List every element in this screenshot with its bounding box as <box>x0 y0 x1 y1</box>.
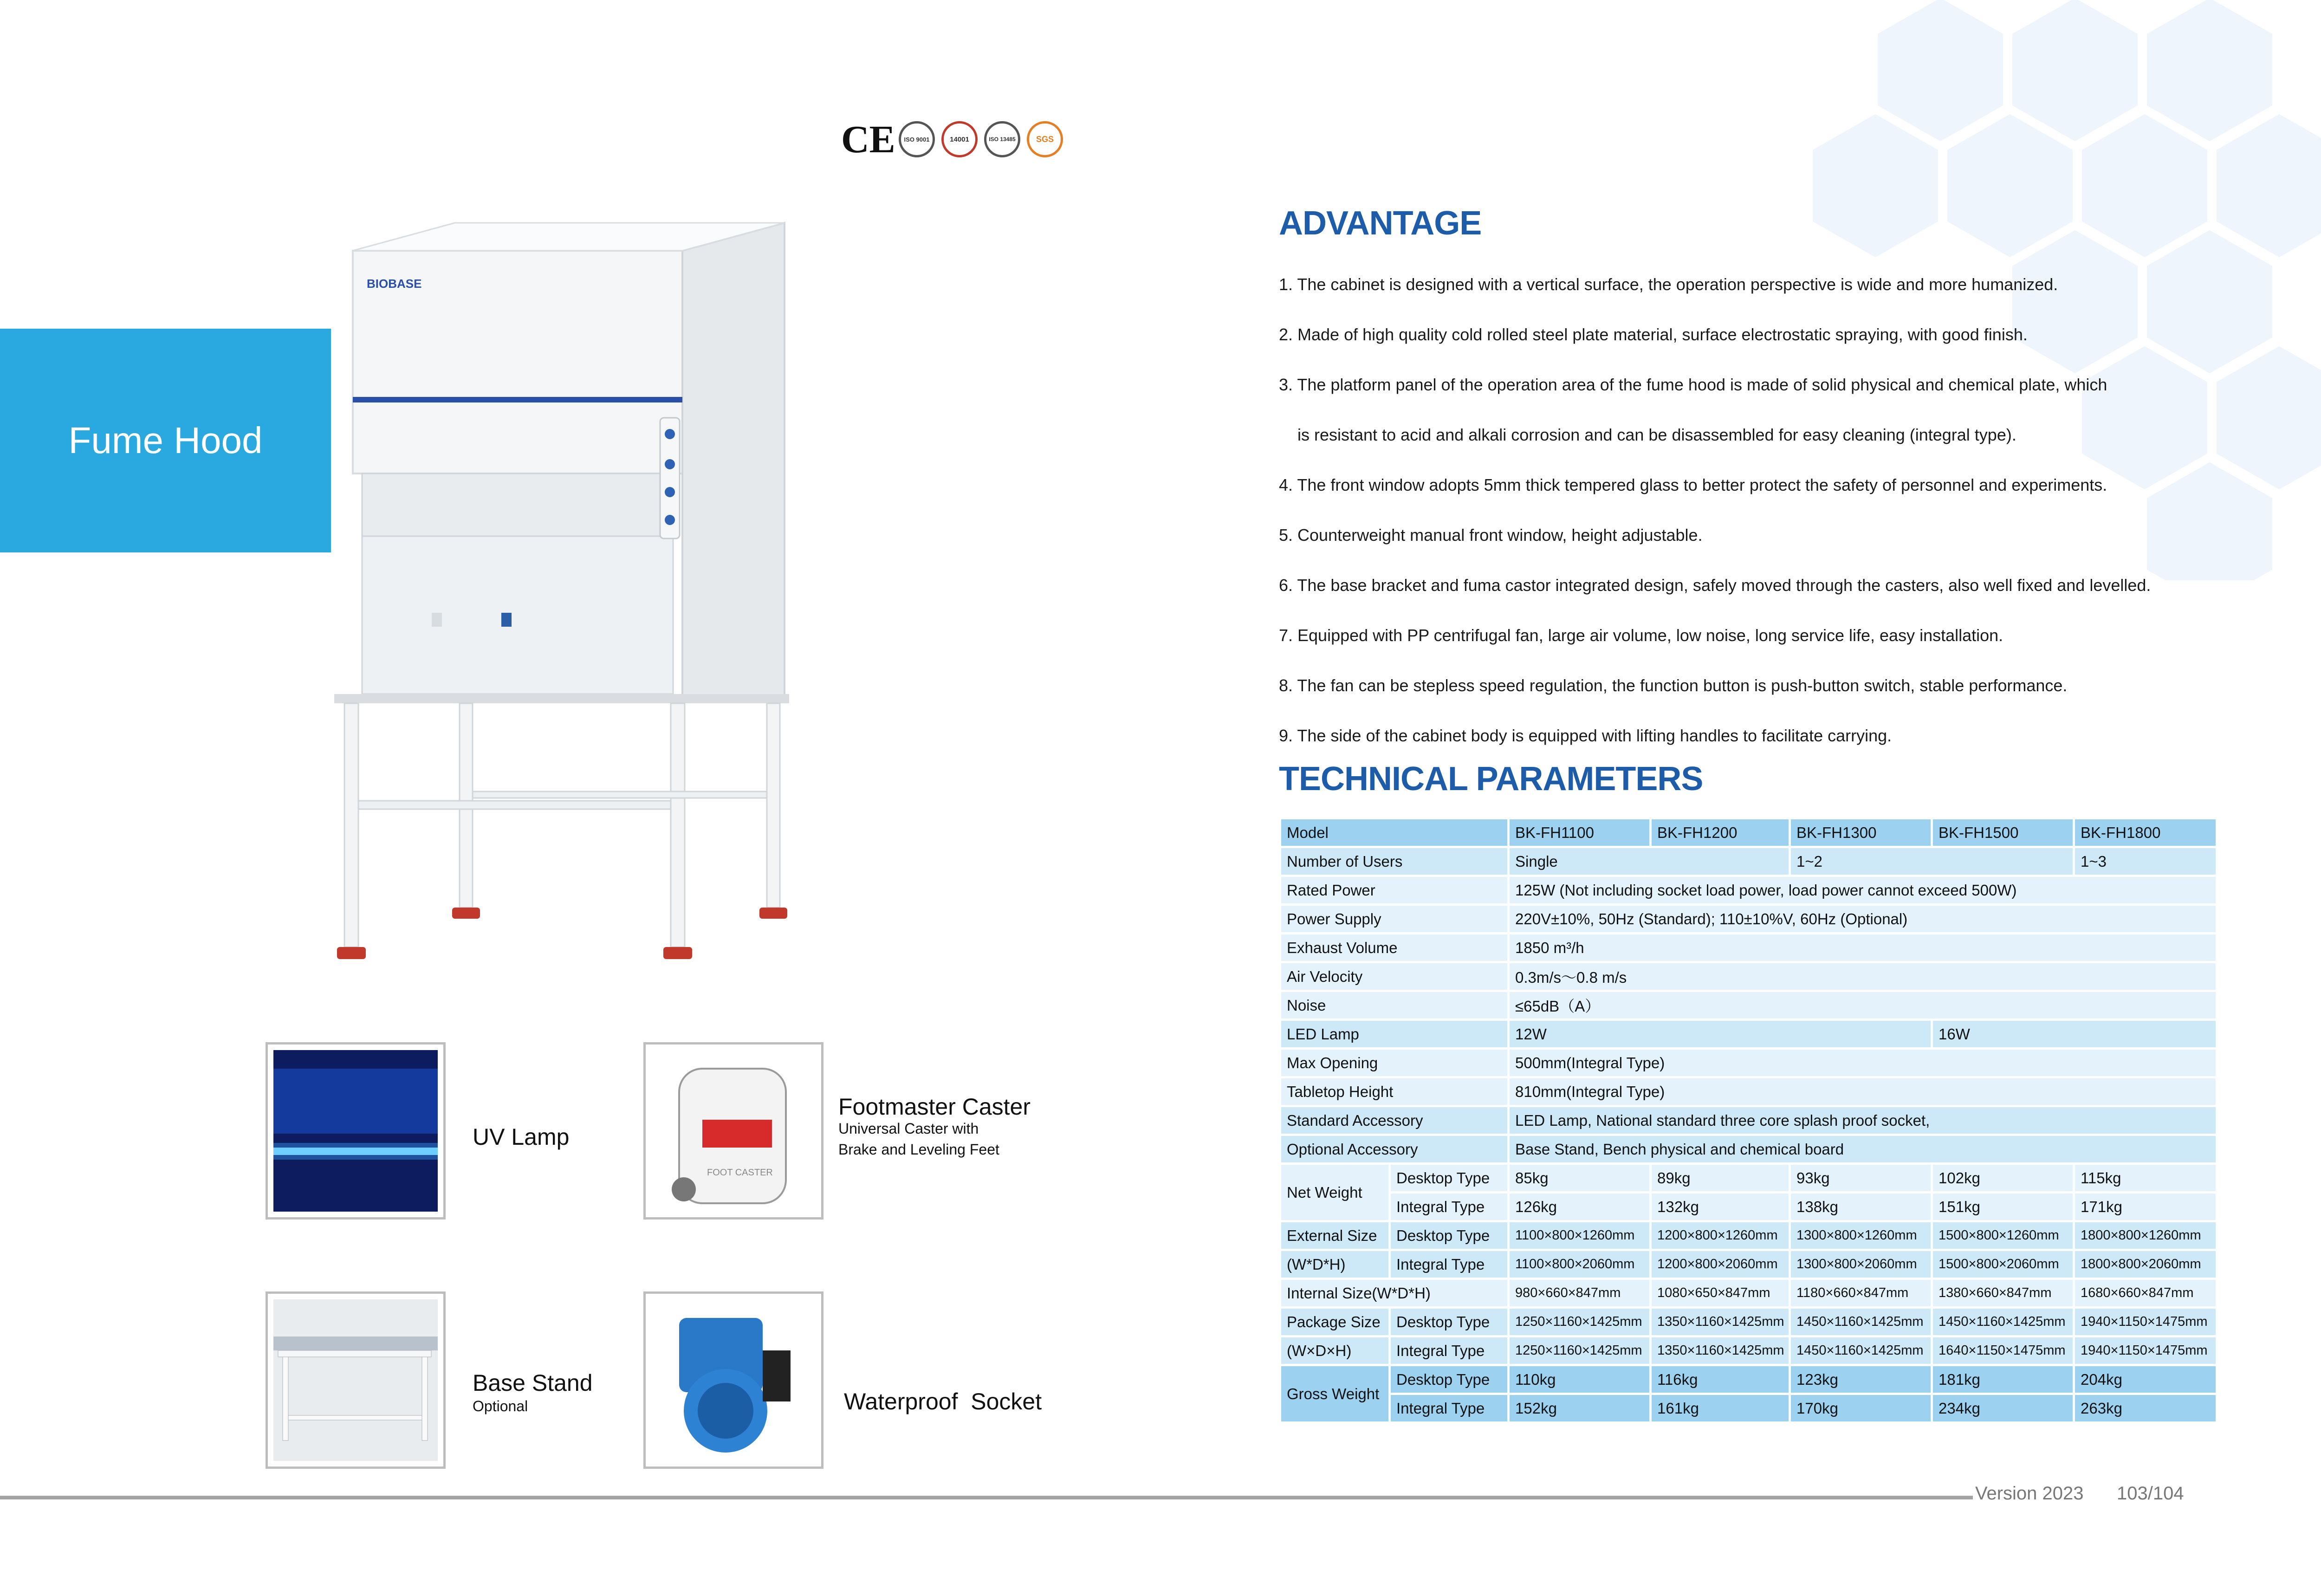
table-cell: Max Opening <box>1280 1049 1509 1077</box>
table-cell: Integral Type <box>1390 1250 1509 1279</box>
iso-9001-icon <box>899 121 935 157</box>
table-cell: 1850 m³/h <box>1509 934 2217 962</box>
table-row <box>1280 1077 2217 1106</box>
table-cell: 1350×1160×1425mm <box>1651 1336 1790 1365</box>
table-cell: 1800×800×1260mm <box>2074 1221 2217 1250</box>
table-cell: LED Lamp, National standard three core splash proof socket, <box>1509 1106 2217 1135</box>
table-row <box>1280 962 2217 991</box>
table-row <box>1280 1193 2217 1221</box>
table-cell: Power Supply <box>1280 905 1509 934</box>
table-cell: 1100×800×1260mm <box>1509 1221 1651 1250</box>
table-cell: Air Velocity <box>1280 962 1509 991</box>
socket-image <box>643 1291 823 1469</box>
iso-13485-icon <box>984 121 1020 157</box>
list-item: 1. The cabinet is designed with a vertical surface, the operation perspective is wide and more humanized. <box>1279 275 2058 294</box>
certification-logos <box>841 117 1064 162</box>
table-cell: 1~2 <box>1790 847 2074 876</box>
table-cell: 1450×1160×1425mm <box>1790 1336 1932 1365</box>
table-cell: 116kg <box>1651 1365 1790 1394</box>
table-row <box>1280 847 2217 876</box>
table-cell: 138kg <box>1790 1193 1932 1221</box>
table-cell: 170kg <box>1790 1394 1932 1423</box>
cert-label: ISO 9001 <box>904 136 930 143</box>
list-item: 3. The platform panel of the operation area of the fume hood is made of solid physical and chemical plate, which <box>1279 375 2107 394</box>
table-cell: 1250×1160×1425mm <box>1509 1308 1651 1336</box>
table-cell: 500mm(Integral Type) <box>1509 1049 2217 1077</box>
table-cell: 110kg <box>1509 1365 1651 1394</box>
table-cell: BK-FH1800 <box>2074 818 2217 847</box>
table-cell: 1940×1150×1475mm <box>2074 1336 2217 1365</box>
table-cell: Tabletop Height <box>1280 1077 1509 1106</box>
caster-image <box>643 1042 823 1220</box>
table-cell: 132kg <box>1651 1193 1790 1221</box>
table-cell: 125W (Not including socket load power, load power cannot exceed 500W) <box>1509 876 2217 905</box>
page-number: 103/104 <box>2117 1483 2184 1504</box>
version-label: Version 2023 <box>1975 1483 2084 1504</box>
table-cell: 12W <box>1509 1020 1932 1049</box>
table-cell: Integral Type <box>1390 1336 1509 1365</box>
uv-lamp-image <box>266 1042 446 1220</box>
table-cell: Optional Accessory <box>1280 1135 1509 1164</box>
table-cell: Internal Size(W*D*H) <box>1280 1279 1509 1308</box>
table-cell: BK-FH1100 <box>1509 818 1651 847</box>
table-cell: 89kg <box>1651 1164 1790 1193</box>
table-row <box>1280 1279 2217 1308</box>
table-cell: 181kg <box>1932 1365 2074 1394</box>
table-cell: 1250×1160×1425mm <box>1509 1336 1651 1365</box>
list-item: 5. Counterweight manual front window, height adjustable. <box>1279 526 1703 545</box>
table-cell: 161kg <box>1651 1394 1790 1423</box>
technical-heading: TECHNICAL PARAMETERS <box>1279 760 1703 798</box>
table-cell: 0.3m/s〜0.8 m/s <box>1509 962 2217 991</box>
table-cell: 115kg <box>2074 1164 2217 1193</box>
table-cell: External Size <box>1280 1221 1390 1250</box>
list-item: 4. The front window adopts 5mm thick tempered glass to better protect the safety of personnel and experiments. <box>1279 475 2107 494</box>
table-row <box>1280 1250 2217 1279</box>
table-row <box>1280 1308 2217 1336</box>
base-stand-image <box>266 1291 446 1469</box>
advantage-list <box>1279 272 2300 773</box>
table-cell: Integral Type <box>1390 1193 1509 1221</box>
table-cell: 1350×1160×1425mm <box>1651 1308 1790 1336</box>
parameters-table <box>1279 817 2218 1424</box>
table-cell: Exhaust Volume <box>1280 934 1509 962</box>
table-cell: 85kg <box>1509 1164 1651 1193</box>
table-cell: Desktop Type <box>1390 1164 1509 1193</box>
table-cell: Number of Users <box>1280 847 1509 876</box>
table-cell: Net Weight <box>1280 1164 1390 1221</box>
table-cell: Standard Accessory <box>1280 1106 1509 1135</box>
table-row <box>1280 934 2217 962</box>
table-row <box>1280 1135 2217 1164</box>
table-row <box>1280 1221 2217 1250</box>
table-cell: BK-FH1300 <box>1790 818 1932 847</box>
fume-hood-product-image <box>320 214 826 993</box>
table-row <box>1280 818 2217 847</box>
table-cell: 126kg <box>1509 1193 1651 1221</box>
table-cell: 102kg <box>1932 1164 2074 1193</box>
table-row <box>1280 1394 2217 1423</box>
table-cell: 1940×1150×1475mm <box>2074 1308 2217 1336</box>
table-cell: 1080×650×847mm <box>1651 1279 1790 1308</box>
table-cell: 93kg <box>1790 1164 1932 1193</box>
list-item: 2. Made of high quality cold rolled steel plate material, surface electrostatic spraying, with good finish. <box>1279 325 2028 344</box>
table-cell: 1500×800×2060mm <box>1932 1250 2074 1279</box>
ce-mark-icon: CE <box>841 117 895 161</box>
table-cell: 1680×660×847mm <box>2074 1279 2217 1308</box>
cert-label: ISO 13485 <box>989 136 1016 143</box>
waterproof-socket-icon <box>651 1299 816 1461</box>
sgs-icon <box>1027 121 1063 157</box>
table-cell: Desktop Type <box>1390 1308 1509 1336</box>
table-row <box>1280 991 2217 1020</box>
table-cell: 152kg <box>1509 1394 1651 1423</box>
caster-icon <box>651 1050 816 1212</box>
title-banner <box>0 329 331 552</box>
table-cell: 1300×800×1260mm <box>1790 1221 1932 1250</box>
table-cell: LED Lamp <box>1280 1020 1509 1049</box>
table-cell: (W*D*H) <box>1280 1250 1390 1279</box>
table-cell: 1200×800×2060mm <box>1651 1250 1790 1279</box>
socket-title: Waterproof Socket <box>844 1388 1042 1414</box>
table-cell: 1100×800×2060mm <box>1509 1250 1651 1279</box>
table-cell: 1200×800×1260mm <box>1651 1221 1790 1250</box>
table-cell: Single <box>1509 847 1790 876</box>
table-cell: 204kg <box>2074 1365 2217 1394</box>
table-row <box>1280 876 2217 905</box>
uv-lamp-icon <box>273 1050 438 1212</box>
cert-label: SGS <box>1036 134 1054 144</box>
table-cell: Integral Type <box>1390 1394 1509 1423</box>
table-cell: 123kg <box>1790 1365 1932 1394</box>
table-row <box>1280 1020 2217 1049</box>
table-row <box>1280 1106 2217 1135</box>
base-stand-title: Base Stand <box>473 1370 593 1396</box>
cert-label: 14001 <box>950 135 969 143</box>
table-cell: 171kg <box>2074 1193 2217 1221</box>
table-row <box>1280 905 2217 934</box>
table-cell: (W×D×H) <box>1280 1336 1390 1365</box>
caster-imprint: FOOT CASTER <box>707 1168 773 1178</box>
iso-14001-icon <box>941 121 978 157</box>
table-cell: Desktop Type <box>1390 1365 1509 1394</box>
caster-subtitle-2: Brake and Leveling Feet <box>838 1141 999 1158</box>
table-cell: 810mm(Integral Type) <box>1509 1077 2217 1106</box>
table-cell: 1380×660×847mm <box>1932 1279 2074 1308</box>
table-row <box>1280 1164 2217 1193</box>
table-cell: BK-FH1200 <box>1651 818 1790 847</box>
table-cell: Rated Power <box>1280 876 1509 905</box>
table-cell: 1~3 <box>2074 847 2217 876</box>
table-cell: 16W <box>1932 1020 2217 1049</box>
table-cell: 220V±10%, 50Hz (Standard); 110±10%V, 60Hz (Optional) <box>1509 905 2217 934</box>
advantage-heading: ADVANTAGE <box>1279 205 1482 242</box>
table-cell: Base Stand, Bench physical and chemical board <box>1509 1135 2217 1164</box>
table-cell: 234kg <box>1932 1394 2074 1423</box>
list-item: is resistant to acid and alkali corrosion and can be disassembled for easy cleaning (integral type). <box>1279 425 2016 444</box>
table-cell: ≤65dB（A） <box>1509 991 2217 1020</box>
table-cell: 1450×1160×1425mm <box>1790 1308 1932 1336</box>
caster-title: Footmaster Caster <box>838 1094 1031 1120</box>
table-cell: Package Size <box>1280 1308 1390 1336</box>
table-cell: Noise <box>1280 991 1509 1020</box>
table-cell: Gross Weight <box>1280 1365 1390 1423</box>
table-cell: 151kg <box>1932 1193 2074 1221</box>
list-item: 7. Equipped with PP centrifugal fan, large air volume, low noise, long service life, easy installation. <box>1279 626 2003 645</box>
table-cell: 980×660×847mm <box>1509 1279 1651 1308</box>
table-cell: 1640×1150×1475mm <box>1932 1336 2074 1365</box>
table-cell: 1300×800×2060mm <box>1790 1250 1932 1279</box>
list-item: 8. The fan can be stepless speed regulation, the function button is push-button switch, stable performance. <box>1279 676 2068 695</box>
table-cell: Desktop Type <box>1390 1221 1509 1250</box>
table-cell: 1450×1160×1425mm <box>1932 1308 2074 1336</box>
brand-logo: BIOBASE <box>367 277 422 291</box>
table-cell: 263kg <box>2074 1394 2217 1423</box>
uv-lamp-title: UV Lamp <box>473 1124 570 1150</box>
base-stand-icon <box>273 1299 438 1461</box>
table-row <box>1280 1365 2217 1394</box>
base-stand-subtitle: Optional <box>473 1398 528 1414</box>
caster-subtitle-1: Universal Caster with <box>838 1120 979 1137</box>
table-cell: BK-FH1500 <box>1932 818 2074 847</box>
table-cell: Model <box>1280 818 1509 847</box>
list-item: 9. The side of the cabinet body is equipped with lifting handles to facilitate carrying. <box>1279 726 1892 745</box>
table-cell: 1500×800×1260mm <box>1932 1221 2074 1250</box>
table-row <box>1280 1049 2217 1077</box>
footer-divider <box>0 1496 1973 1499</box>
table-cell: 1180×660×847mm <box>1790 1279 1932 1308</box>
page-title: Fume Hood <box>68 420 263 461</box>
table-cell: 1800×800×2060mm <box>2074 1250 2217 1279</box>
table-row <box>1280 1336 2217 1365</box>
list-item: 6. The base bracket and fuma castor integrated design, safely moved through the casters, also well fixed and levelled. <box>1279 576 2151 595</box>
